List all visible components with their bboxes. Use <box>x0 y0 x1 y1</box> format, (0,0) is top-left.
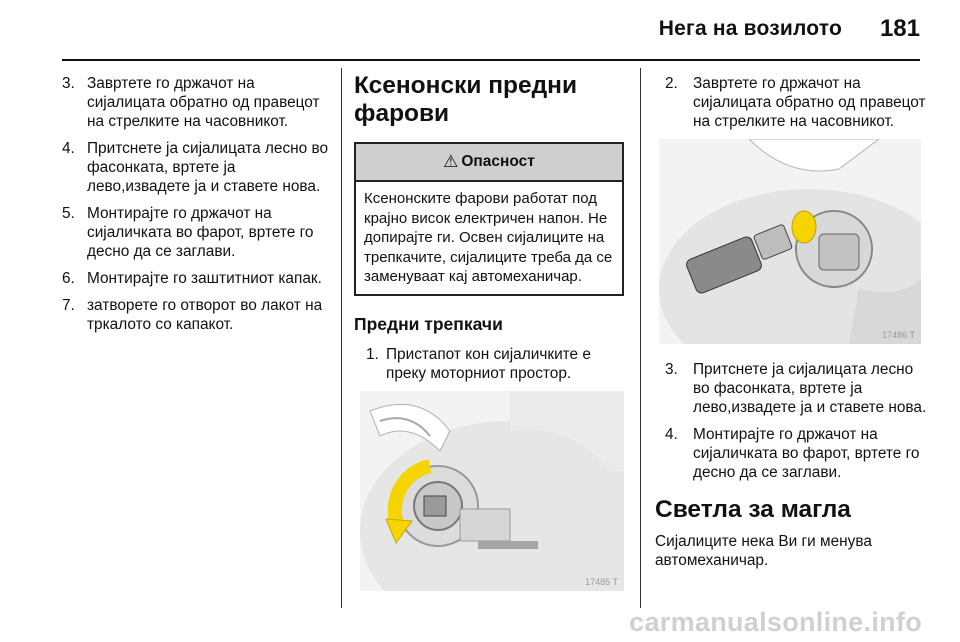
fog-lights-text: Сијалиците нека Ви ги менува автомеханичар. <box>655 533 872 569</box>
step-number: 7. <box>62 297 75 314</box>
step-number: 1. <box>366 345 379 363</box>
column-1 <box>62 74 330 342</box>
step-number: 3. <box>665 361 678 378</box>
warning-heading <box>356 144 622 182</box>
section-title-xenon: Ксенонски предни фарови <box>354 72 578 127</box>
page-header <box>0 0 960 62</box>
column-divider <box>341 68 342 608</box>
list-item <box>62 269 330 288</box>
watermark-text: carmanualsonline.info <box>629 607 922 637</box>
header-rule <box>62 59 920 61</box>
list-item <box>62 74 330 131</box>
step-number: 4. <box>665 426 678 443</box>
illustration-bulb-removal <box>659 139 921 344</box>
list-item <box>655 74 930 131</box>
section-title-fog-lights: Светла за магла <box>655 496 851 523</box>
column-3 <box>655 74 930 570</box>
step-number: 4. <box>62 140 75 157</box>
figure-code: 17485 T <box>585 576 618 587</box>
step-text: Монтирајте го држачот на сијаличката во фарот, вртете го десно да се заглави. <box>693 426 920 481</box>
list-item <box>354 345 626 383</box>
figure-code: 17486 T <box>882 330 915 340</box>
list-item <box>62 139 330 196</box>
step-text: затворете го отворот во лакот на тркалото со капакот. <box>87 297 323 333</box>
warning-text: Ксенонските фарови работат под крајно висок електричен напон. Не допирајте ги. Освен сијалиците на трепкачите, сијалиците треба да се заменуваат кај автомеханичар. <box>364 190 613 285</box>
step-list <box>655 360 930 482</box>
step-text: Завртете го држачот на сијалицата обратно од правецот на стрелките на часовникот. <box>87 75 320 130</box>
bulb-removal-illustration <box>659 139 921 344</box>
step-number: 2. <box>665 75 678 92</box>
list-item <box>62 296 330 334</box>
step-text: Завртете го држачот на сијалицата обратно од правецот на стрелките на часовникот. <box>693 75 926 130</box>
list-item <box>655 425 930 482</box>
step-text: Пристапот кон сијаличките е преку моторниот простор. <box>386 345 591 382</box>
step-number: 6. <box>62 270 75 287</box>
bulb-holder-rotation-illustration <box>360 391 624 591</box>
list-item <box>655 360 930 417</box>
warning-triangle-icon: ⚠ <box>443 152 459 171</box>
header-title: Нега на возилото <box>658 17 842 40</box>
step-number: 3. <box>62 75 75 92</box>
column-2 <box>354 72 626 591</box>
step-text: Притснете ја сијалицата лесно во фасонката, вртете ја лево,извадете ја и ставете нова. <box>87 140 329 195</box>
column-divider <box>640 68 641 608</box>
page-number: 181 <box>879 15 920 42</box>
step-list <box>62 74 330 334</box>
list-item <box>62 204 330 261</box>
step-text: Притснете ја сијалицата лесно во фасонката, вртете ја лево,извадете ја и ставете нова. <box>693 361 927 416</box>
illustration-bulb-holder-rotation <box>360 391 624 591</box>
step-list <box>354 345 626 383</box>
step-text: Монтирајте го држачот на сијаличката во фарот, вртете го десно да се заглави. <box>87 205 314 260</box>
step-text: Монтирајте го заштитниот капак. <box>87 270 322 287</box>
step-list <box>655 74 930 131</box>
warning-heading-text: Опасност <box>461 153 535 170</box>
step-number: 5. <box>62 205 75 222</box>
subsection-title-turn-signals: Предни трепкачи <box>354 313 503 334</box>
warning-box <box>354 142 624 296</box>
